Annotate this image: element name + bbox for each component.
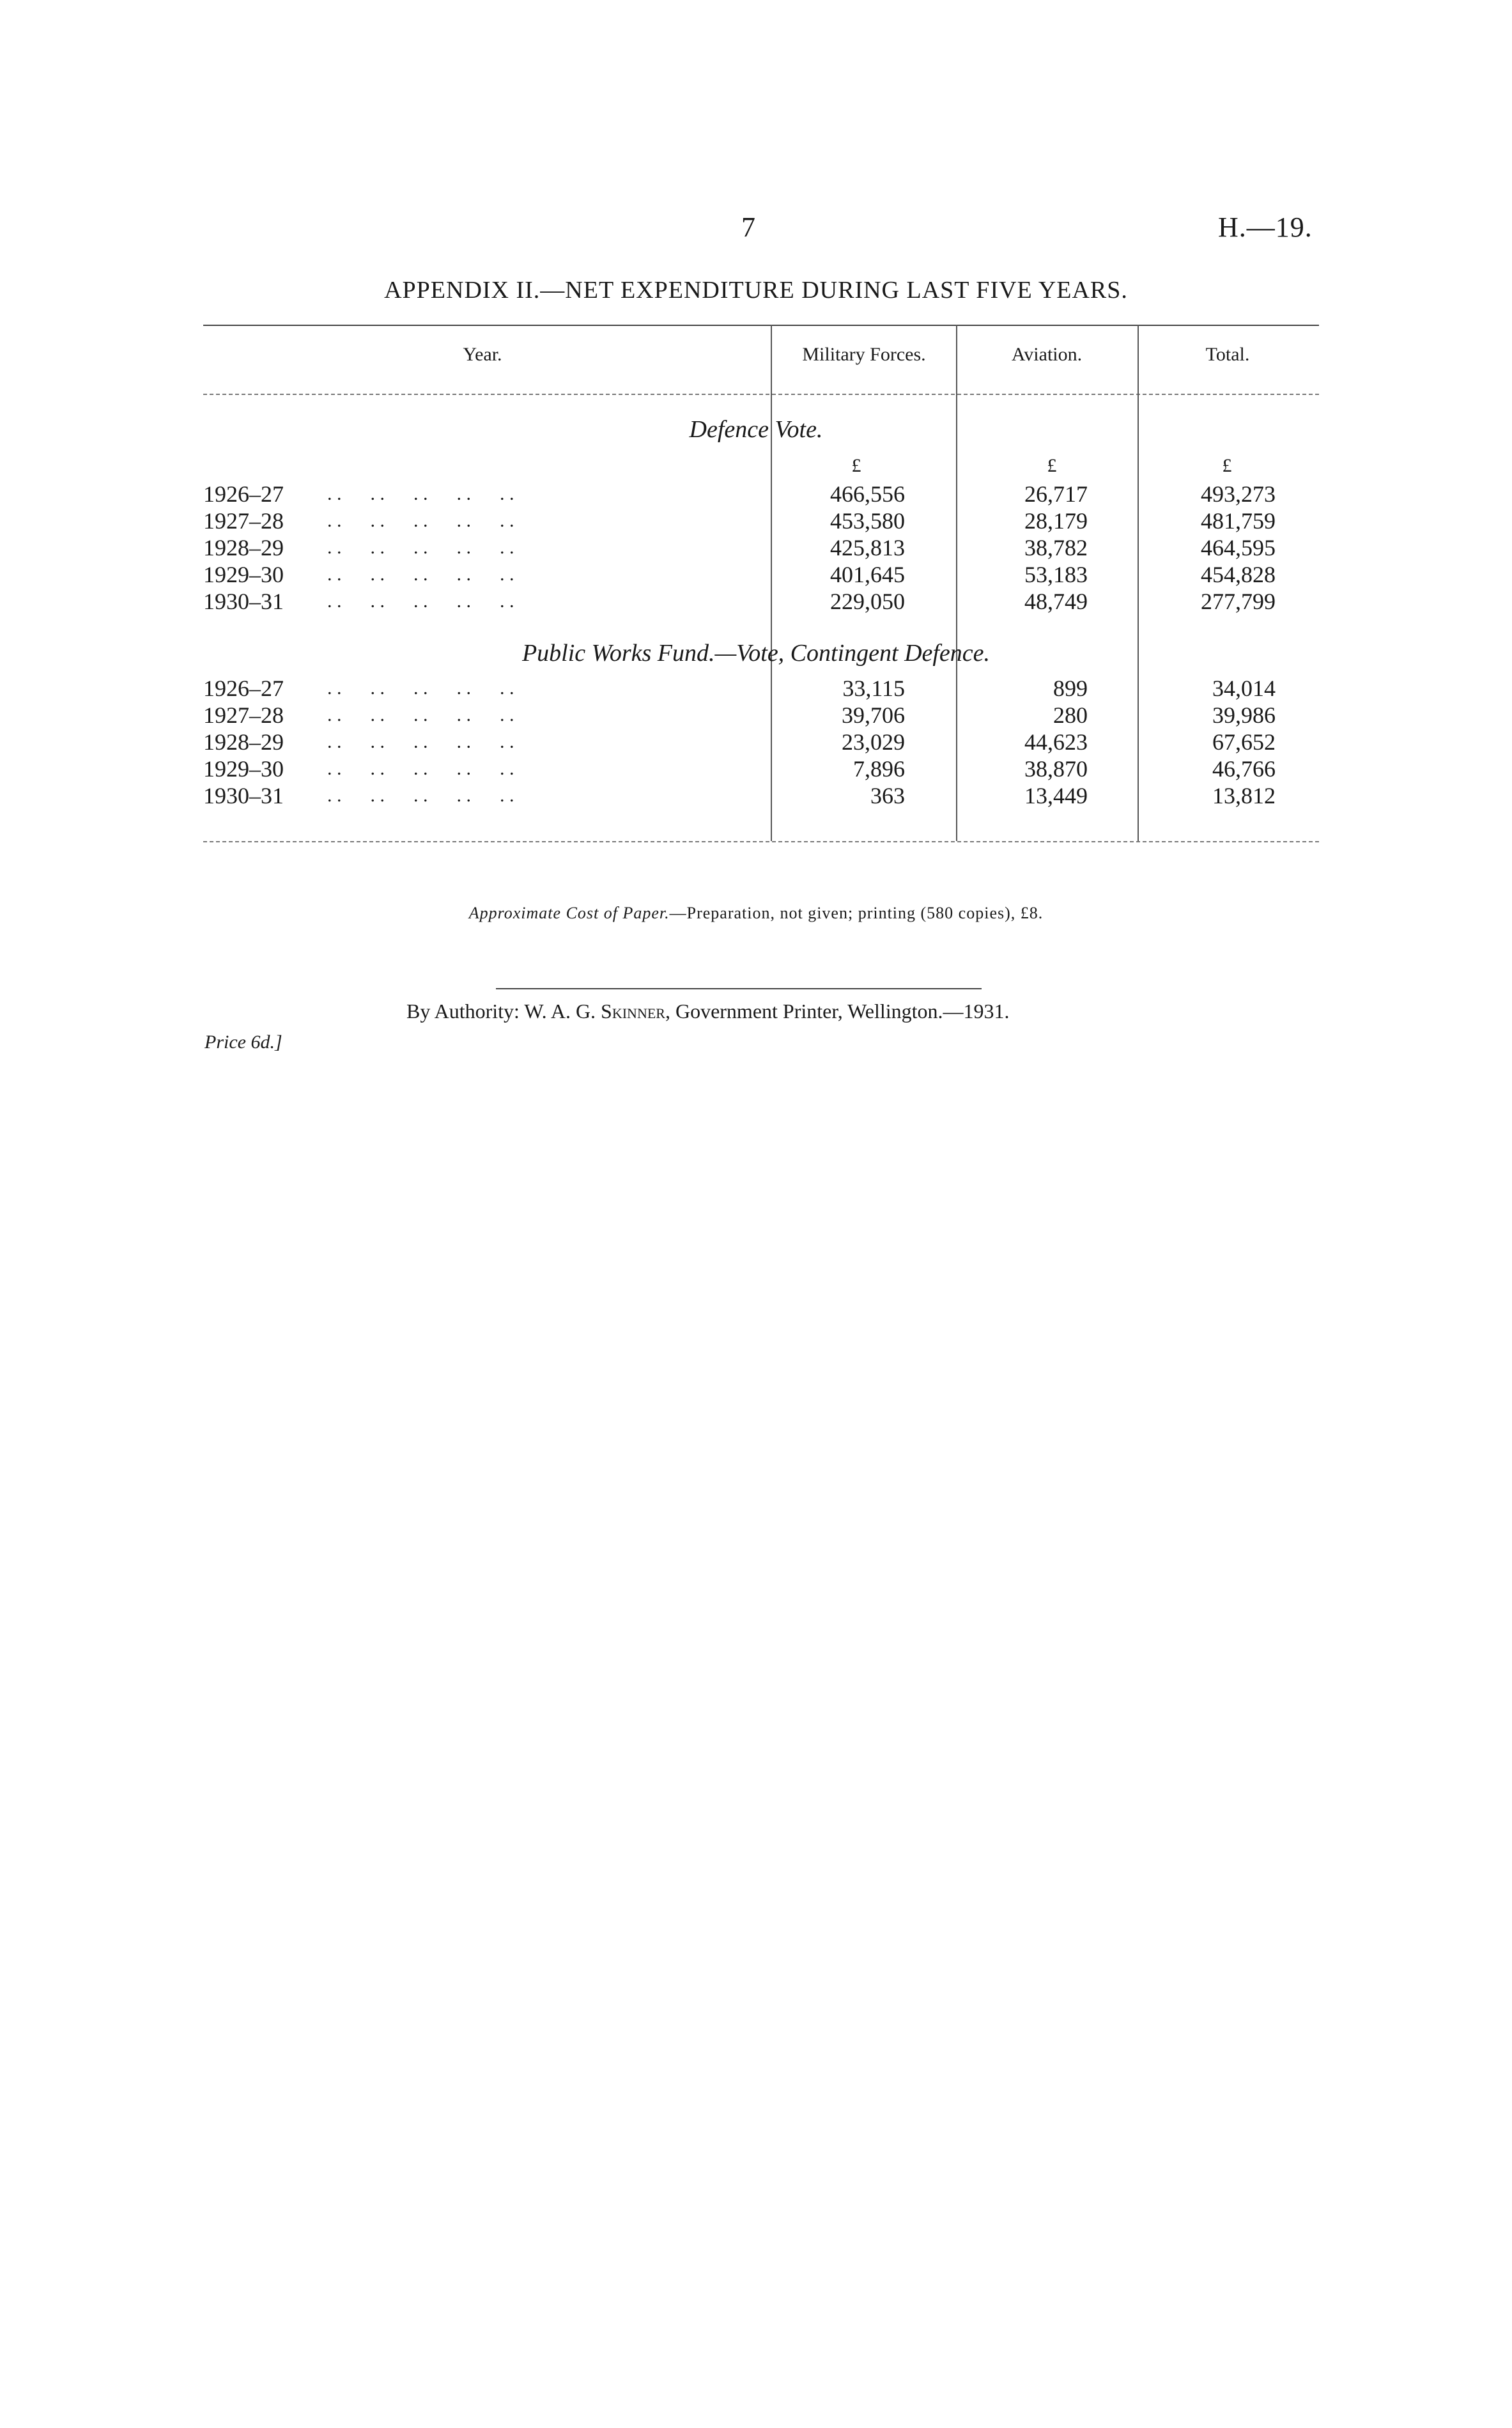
cost-text: —Preparation, not given; printing (580 copies), £8. xyxy=(669,904,1044,922)
leader-dots: . . . . . . . . . . xyxy=(327,731,514,752)
column-header-year: Year. xyxy=(463,344,502,365)
aviation-cell: 28,179 xyxy=(1024,508,1088,534)
printer-name: Skinner xyxy=(601,1000,665,1023)
year-cell: 1926–27 xyxy=(203,481,284,507)
military-cell: 363 xyxy=(870,783,905,808)
year-cell: 1930–31 xyxy=(203,783,284,808)
total-cell: 277,799 xyxy=(1201,589,1276,614)
leader-dots: . . . . . . . . . . xyxy=(327,758,514,779)
unit-aviation: £ xyxy=(1047,455,1057,476)
imprint-rule xyxy=(496,988,982,989)
total-cell: 13,812 xyxy=(1212,783,1276,808)
military-cell: 466,556 xyxy=(830,481,905,507)
year-cell: 1927–28 xyxy=(203,702,284,728)
military-cell: 229,050 xyxy=(830,589,905,614)
table-bottom-rule xyxy=(203,841,1319,842)
price: Price 6d.] xyxy=(204,1032,282,1053)
year-cell: 1930–31 xyxy=(203,589,284,614)
column-header-aviation: Aviation. xyxy=(1011,344,1083,365)
page-number: 7 xyxy=(741,212,755,243)
aviation-cell: 13,449 xyxy=(1024,783,1088,808)
table-row xyxy=(0,729,1512,757)
year-cell: 1929–30 xyxy=(203,562,284,587)
military-cell: 33,115 xyxy=(842,676,905,701)
unit-military: £ xyxy=(851,455,861,476)
table-row xyxy=(0,481,1512,509)
aviation-cell: 899 xyxy=(1053,676,1088,701)
table-row xyxy=(0,782,1512,810)
cost-label: Approximate Cost of Paper. xyxy=(468,904,670,922)
military-cell: 453,580 xyxy=(830,508,905,534)
aviation-cell: 44,623 xyxy=(1024,729,1088,755)
total-cell: 34,014 xyxy=(1212,676,1276,701)
unit-total: £ xyxy=(1222,455,1232,476)
leader-dots: . . . . . . . . . . xyxy=(327,564,514,585)
aviation-cell: 26,717 xyxy=(1024,481,1088,507)
table-row xyxy=(0,561,1512,589)
military-cell: 23,029 xyxy=(842,729,905,755)
aviation-cell: 53,183 xyxy=(1024,562,1088,587)
imprint-prefix: By Authority: W. A. G. xyxy=(406,1000,601,1023)
leader-dots: . . . . . . . . . . xyxy=(327,537,514,558)
total-cell: 39,986 xyxy=(1212,702,1276,728)
aviation-cell: 48,749 xyxy=(1024,589,1088,614)
appendix-title: APPENDIX II.—NET EXPENDITURE DURING LAST FIVE YEARS. xyxy=(384,277,1128,304)
military-cell: 7,896 xyxy=(853,756,905,782)
military-cell: 39,706 xyxy=(842,702,905,728)
leader-dots: . . . . . . . . . . xyxy=(327,510,514,531)
year-cell: 1927–28 xyxy=(203,508,284,534)
column-header-military: Military Forces. xyxy=(802,344,926,365)
military-cell: 425,813 xyxy=(830,535,905,561)
total-cell: 67,652 xyxy=(1212,729,1276,755)
table-row xyxy=(0,507,1512,536)
leader-dots: . . . . . . . . . . xyxy=(327,677,514,699)
table-row xyxy=(0,675,1512,703)
cost-of-paper-note xyxy=(0,904,1512,923)
aviation-cell: 38,782 xyxy=(1024,535,1088,561)
leader-dots: . . . . . . . . . . xyxy=(327,704,514,725)
total-cell: 481,759 xyxy=(1201,508,1276,534)
year-cell: 1928–29 xyxy=(203,535,284,561)
header-bottom-rule xyxy=(203,394,1319,395)
printer-imprint xyxy=(406,1000,1010,1023)
year-cell: 1929–30 xyxy=(203,756,284,782)
aviation-cell: 38,870 xyxy=(1024,756,1088,782)
leader-dots: . . . . . . . . . . xyxy=(327,785,514,806)
total-cell: 46,766 xyxy=(1212,756,1276,782)
leader-dots: . . . . . . . . . . xyxy=(327,591,514,612)
total-cell: 464,595 xyxy=(1201,535,1276,561)
section-title-public-works-fund: Public Works Fund.—Vote, Contingent Defence. xyxy=(521,640,991,667)
column-header-total: Total. xyxy=(1205,344,1250,365)
leader-dots: . . . . . . . . . . xyxy=(327,483,514,504)
imprint-suffix: , Government Printer, Wellington.—1931. xyxy=(665,1000,1010,1023)
table-row xyxy=(0,588,1512,616)
year-cell: 1928–29 xyxy=(203,729,284,755)
table-row xyxy=(0,702,1512,730)
year-cell: 1926–27 xyxy=(203,676,284,701)
table-row xyxy=(0,755,1512,784)
section-title-defence-vote: Defence Vote. xyxy=(689,416,823,443)
total-cell: 493,273 xyxy=(1201,481,1276,507)
military-cell: 401,645 xyxy=(830,562,905,587)
table-row xyxy=(0,534,1512,562)
document-reference: H.—19. xyxy=(1218,212,1313,243)
table-top-rule xyxy=(203,325,1319,326)
total-cell: 454,828 xyxy=(1201,562,1276,587)
aviation-cell: 280 xyxy=(1053,702,1088,728)
